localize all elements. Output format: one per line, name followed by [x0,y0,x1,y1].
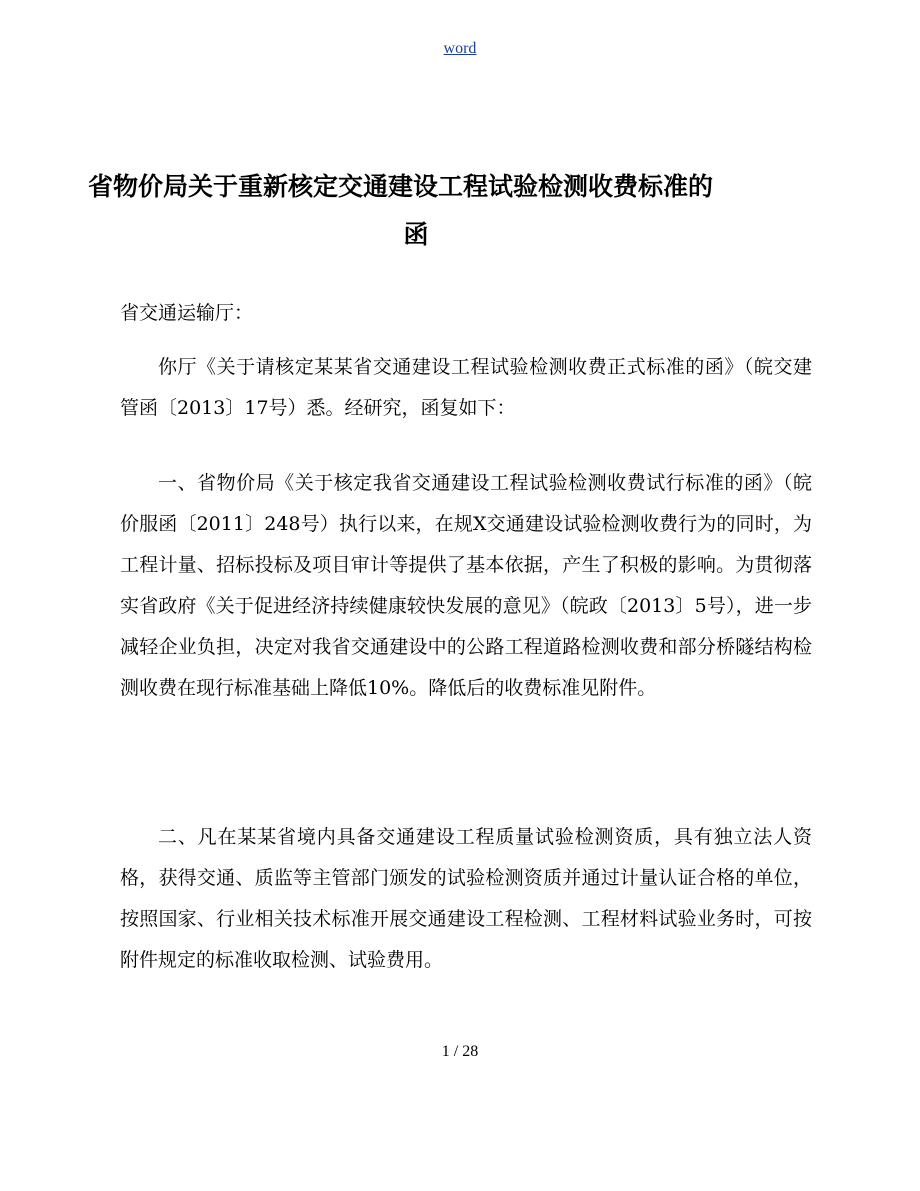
paragraph-item-one: 一、省物价局《关于核定我省交通建设工程试验检测收费试行标准的函》（皖价服函〔2011〕248号）执行以来，在规X交通建设试验检测收费行为的同时，为工程计量、招标投标及项目审计等提供了基本依据，产生了积极的影响。为贯彻落实省政府《关于促进经济持续健康较快发展的意见》（皖政〔2013〕5号），进一步减轻企业负担，决定对我省交通建设中的公路工程道路检测收费和部分桥隧结构检测收费在现行标准基础上降低10%。降低后的收费标准见附件。 [120,472,812,699]
document-title [88,163,832,259]
document-title-line-1: 省物价局关于重新核定交通建设工程试验检测收费标准的 [88,172,714,201]
page-number: 1 / 28 [441,1043,479,1060]
salutation: 省交通运输厅： [120,302,254,324]
document-title-line-2: 函 [403,220,429,249]
paragraph-item-two: 二、凡在某某省境内具备交通建设工程质量试验检测资质，具有独立法人资格，获得交通、质监等主管部门颁发的试验检测资质并通过计量认证合格的单位，按照国家、行业相关技术标准开展交通建设工程检测、工程材料试验业务时，可按附件规定的标准收取检测、试验费用。 [120,826,812,971]
paragraph-intro: 你厅《关于请核定某某省交通建设工程试验检测收费正式标准的函》（皖交建管函〔2013〕17号）悉。经研究，函复如下： [120,356,812,419]
header-word-link[interactable]: word [443,40,477,57]
